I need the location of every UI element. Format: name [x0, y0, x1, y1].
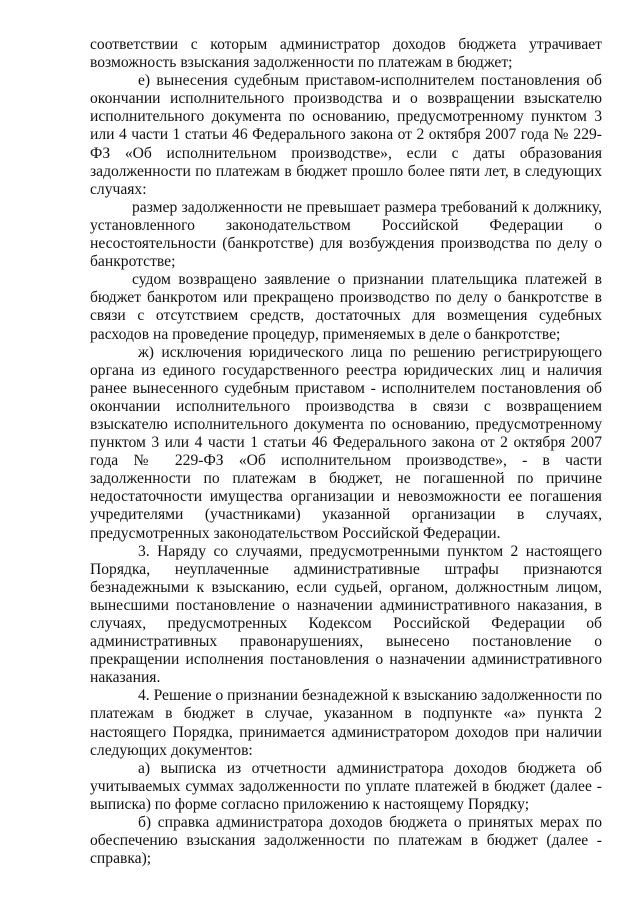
- paragraph-item-zh: ж) исключения юридического лица по решению регистрирующего органа из единого государственного реестра юридических лиц и наличия ранее вынесенного судебным приставом - исполнителем постановления об окончании исполнительного производства в связи с возвращением взыскателю исполнительного документа по основанию, предусмотренному пунктом 3 или 4 части 1 статьи 46 Федерального закона от 2 октября 2007 года № 229-ФЗ «Об исполнительном производстве», - в части задолженности по платежам в бюджет, не погашенной по причине недостаточности имущества организации и невозможности ее погашения учредителями (участниками) указанной организации в случаях, предусмотренных законодательством Российской Федерации.: [90, 343, 602, 542]
- document-body: [90, 36, 602, 868]
- paragraph-case-court-returned: судом возвращено заявление о признании плательщика платежей в бюджет банкротом или прекращено производство по делу о банкротстве в связи с отсутствием средств, достаточных для возмещения судебных расходов на проведение процедур, применяемых в деле о банкротстве;: [90, 271, 602, 343]
- paragraph-item-e: е) вынесения судебным приставом-исполнителем постановления об окончании исполнительного производства и о возвращении взыскателю исполнительного документа по основанию, предусмотренному пунктом 3 или 4 части 1 статьи 46 Федерального закона от 2 октября 2007 года № 229-ФЗ «Об исполнительном производстве», если с даты образования задолженности по платежам в бюджет прошло более пяти лет, в следующих случаях:: [90, 72, 602, 198]
- paragraph-clause-4: 4. Решение о признании безнадежной к взысканию задолженности по платежам в бюджет в случае, указанном в подпункте «а» пункта 2 настоящего Порядка, принимается администратором доходов при наличии следующих документов:: [90, 687, 603, 759]
- paragraph-continuation: соответствии с которым администратор доходов бюджета утрачивает возможность взыскания задолженности по платежам в бюджет;: [90, 36, 602, 72]
- paragraph-clause-3: 3. Наряду со случаями, предусмотренными пунктом 2 настоящего Порядка, неуплаченные административные штрафы признаются безнадежными к взысканию, если судьей, органом, должностным лицом, вынесшими постановление о назначении административного наказания, в случаях, предусмотренных Кодексом Российской Федерации об административных правонарушениях, вынесено постановление о прекращении исполнения постановления о назначении административного наказания.: [90, 542, 602, 687]
- paragraph-item-b: б) справка администратора доходов бюджета о принятых мерах по обеспечению взыскания задолженности по платежам в бюджет (далее - справка);: [90, 814, 602, 868]
- paragraph-item-a: а) выписка из отчетности администратора доходов бюджета об учитываемых суммах задолженности по уплате платежей в бюджет (далее - выписка) по форме согласно приложению к настоящему Порядку;: [90, 759, 602, 813]
- paragraph-case-debt-size: размер задолженности не превышает размера требований к должнику, установленного законодательством Российской Федерации о несостоятельности (банкротстве) для возбуждения производства по делу о банкротстве;: [90, 198, 602, 271]
